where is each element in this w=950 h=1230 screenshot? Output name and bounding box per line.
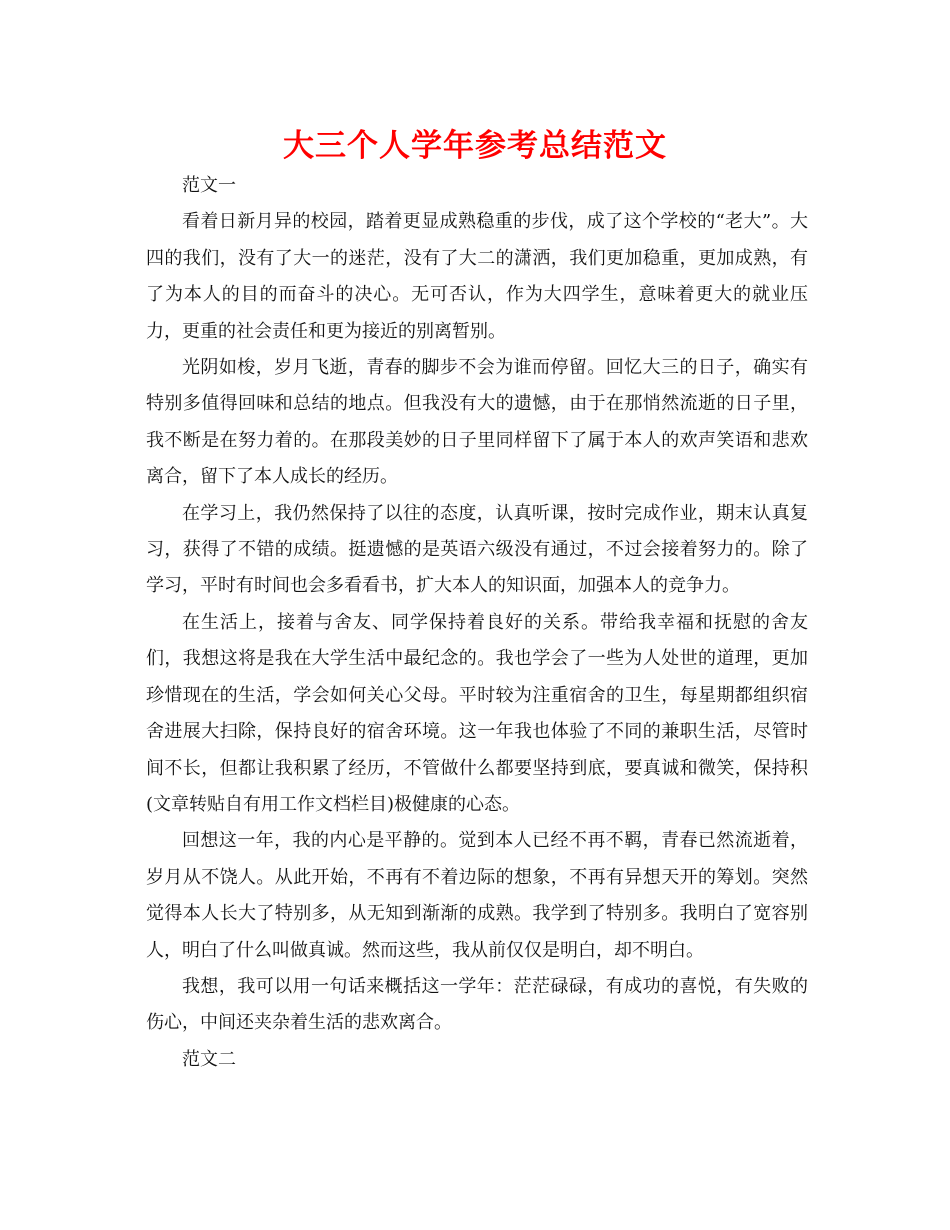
paragraph-2: 光阴如梭，岁月飞逝，青春的脚步不会为谁而停留。回忆大三的日子，确实有特别多值得回味和总结的地点。但我没有大的遗憾，由于在那悄然流逝的日子里，我不断是在努力着的。在那段美妙的日子里同样留下了属于本人的欢声笑语和悲欢离合，留下了本人成长的经历。: [146, 357, 808, 488]
paragraph-4: 在生活上，接着与舍友、同学保持着良好的关系。带给我幸福和抚慰的舍友们，我想这将是我在大学生活中最纪念的。我也学会了一些为人处世的道理，更加珍惜现在的生活，学会如何关心父母。平时较为注重宿舍的卫生，每星期都组织宿舍进展大扫除，保持良好的宿舍环境。这一年我也体验了不同的兼职生活，尽管时间不长，但都让我积累了经历，不管做什么都要坚持到底，要真诚和微笑，保持积(文章转贴自有用工作文档栏目)极健康的心态。: [146, 611, 808, 815]
paragraph-6: 我想，我可以用一句话来概括这一学年：茫茫碌碌，有成功的喜悦，有失败的伤心，中间还夹杂着生活的悲欢离合。: [146, 975, 808, 1034]
document-title: 大三个人学年参考总结范文: [283, 128, 667, 164]
paragraph-3: 在学习上，我仍然保持了以往的态度，认真听课，按时完成作业，期末认真复习，获得了不错的成绩。挺遗憾的是英语六级没有通过，不过会接着努力的。除了学习，平时有时间也会多看看书，扩大本人的知识面，加强本人的竞争力。: [146, 502, 808, 597]
document-body: [146, 168, 808, 1078]
section-heading-1: 范文一: [182, 175, 236, 196]
section-heading-2: 范文二: [182, 1048, 236, 1070]
paragraph-1: 看着日新月异的校园，踏着更显成熟稳重的步伐，成了这个学校的“老大”。大四的我们，没有了大一的迷茫，没有了大二的潇洒，我们更加稳重，更加成熟，有了为本人的目的而奋斗的决心。无可否认，作为大四学生，意味着更大的就业压力，更重的社会责任和更为接近的别离暂别。: [146, 211, 808, 342]
paragraph-5: 回想这一年，我的内心是平静的。觉到本人已经不再不羁，青春已然流逝着，岁月从不饶人。从此开始，不再有不着边际的想象，不再有异想天开的筹划。突然觉得本人长大了特别多，从无知到渐渐的成熟。我学到了特别多。我明白了宽容别人，明白了什么叫做真诚。然而这些，我从前仅仅是明白，却不明白。: [146, 830, 808, 961]
